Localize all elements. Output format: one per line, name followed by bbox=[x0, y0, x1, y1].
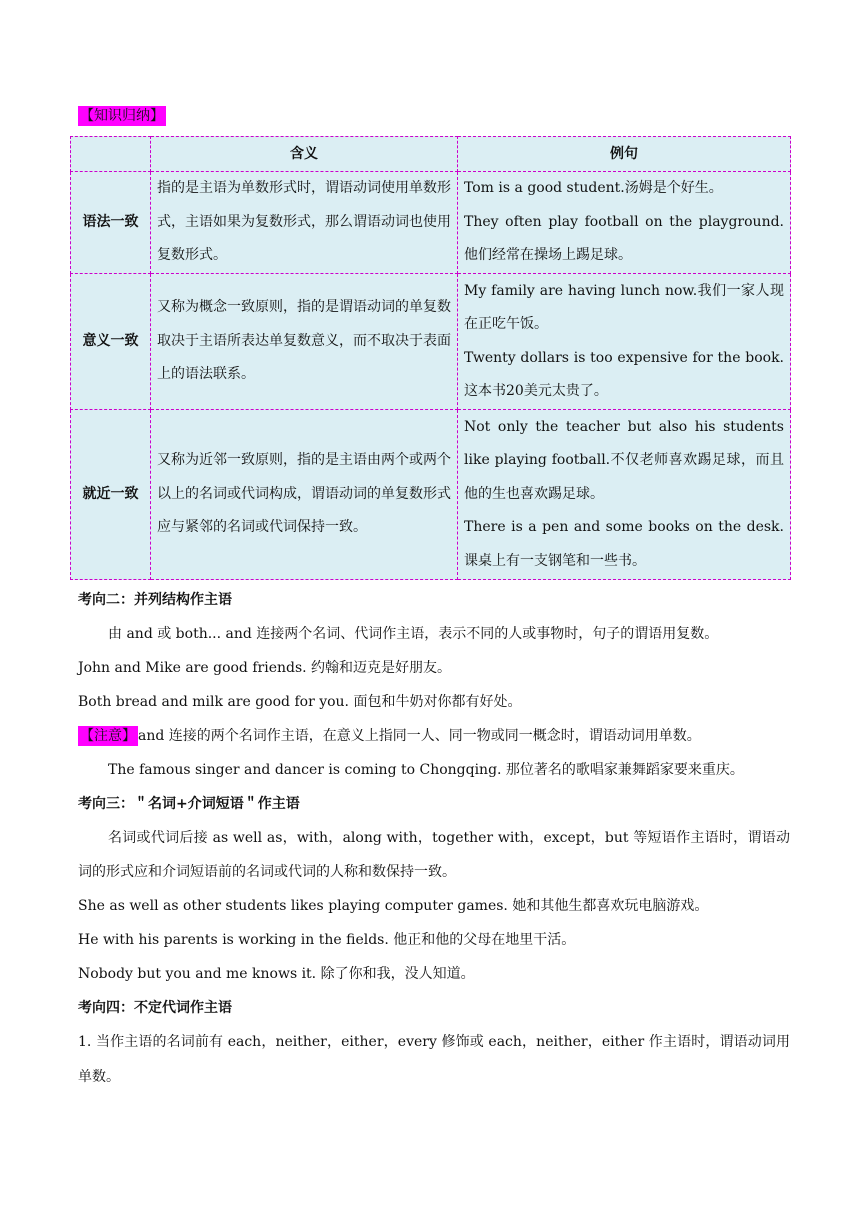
section-3-example-1: She as well as other students likes playing computer games. 她和其他生都喜欢玩电脑游戏。 bbox=[78, 898, 709, 914]
section-4-item-1: 1. 当作主语的名词前有 each，neither，either，every 修饰或 each，neither，either 作主语时，谓语动词用单数。 bbox=[78, 1034, 790, 1085]
section-3-intro: 名词或代词后接 as well as，with，along with，together with，except，but 等短语作主语时，谓语动词的形式应和介词短语前的名词或代词的人称和数保持一致。 bbox=[78, 830, 790, 880]
row-examples bbox=[458, 274, 791, 410]
row-meaning: 又称为近邻一致原则，指的是主语由两个或两个以上的名词或代词构成，谓语动词的单复数形式应与紧邻的名词或代词保持一致。 bbox=[151, 410, 458, 580]
section-2-intro: 由 and 或 both... and 连接两个名词、代词作主语，表示不同的人或事物时，句子的谓语用复数。 bbox=[108, 626, 719, 642]
section-3-example-2: He with his parents is working in the fields. 他正和他的父母在地里干活。 bbox=[78, 932, 576, 948]
note-tag: 【注意】 bbox=[80, 728, 136, 744]
note-example: The famous singer and dancer is coming to Chongqing. 那位著名的歌唱家兼舞蹈家要来重庆。 bbox=[108, 762, 744, 778]
note-paragraph bbox=[78, 719, 790, 753]
example-sentence: They often play football on the playground.他们经常在操场上踢足球。 bbox=[464, 213, 784, 264]
row-meaning: 又称为概念一致原则，指的是谓语动词的单复数取决于主语所表达单复数意义，而不取决于表面上的语法联系。 bbox=[151, 274, 458, 410]
section-3-example-3: Nobody but you and me knows it. 除了你和我，没人知道。 bbox=[78, 966, 475, 982]
header-meaning: 含义 bbox=[151, 137, 458, 172]
section-3-title: 考向三：＂名词+介词短语＂作主语 bbox=[78, 796, 300, 812]
row-label: 语法一致 bbox=[71, 172, 151, 274]
section-4-title: 考向四：不定代词作主语 bbox=[78, 1000, 232, 1016]
document-body bbox=[78, 583, 790, 1094]
header-empty bbox=[71, 137, 151, 172]
section-2-title: 考向二：并列结构作主语 bbox=[78, 592, 232, 608]
example-sentence: Not only the teacher but also his students like playing football.不仅老师喜欢踢足球，而且他的生也喜欢踢足球。 bbox=[464, 418, 784, 502]
knowledge-summary-tag: 【知识归纳】 bbox=[80, 108, 164, 124]
header-example: 例句 bbox=[458, 137, 791, 172]
table-header-row bbox=[71, 137, 791, 172]
knowledge-table bbox=[70, 136, 791, 580]
table-row bbox=[71, 274, 791, 410]
row-label: 就近一致 bbox=[71, 410, 151, 580]
example-sentence: Tom is a good student.汤姆是个好生。 bbox=[464, 180, 723, 197]
table-row bbox=[71, 410, 791, 580]
note-text: and 连接的两个名词作主语，在意义上指同一人、同一物或同一概念时，谓语动词用单数。 bbox=[138, 728, 701, 744]
section-2-example-1: John and Mike are good friends. 约翰和迈克是好朋友。 bbox=[78, 660, 452, 676]
section-2-example-2: Both bread and milk are good for you. 面包和牛奶对你都有好处。 bbox=[78, 694, 522, 710]
row-label: 意义一致 bbox=[71, 274, 151, 410]
row-meaning: 指的是主语为单数形式时，谓语动词使用单数形式，主语如果为复数形式，那么谓语动词也使用复数形式。 bbox=[151, 172, 458, 274]
example-sentence: My family are having lunch now.我们一家人现在正吃午饭。 bbox=[464, 282, 784, 332]
example-sentence: Twenty dollars is too expensive for the book. 这本书20美元太贵了。 bbox=[464, 349, 784, 399]
row-examples bbox=[458, 410, 791, 580]
table-row bbox=[71, 172, 791, 274]
example-sentence: There is a pen and some books on the desk.课桌上有一支钢笔和一些书。 bbox=[464, 519, 784, 569]
row-examples bbox=[458, 172, 791, 274]
